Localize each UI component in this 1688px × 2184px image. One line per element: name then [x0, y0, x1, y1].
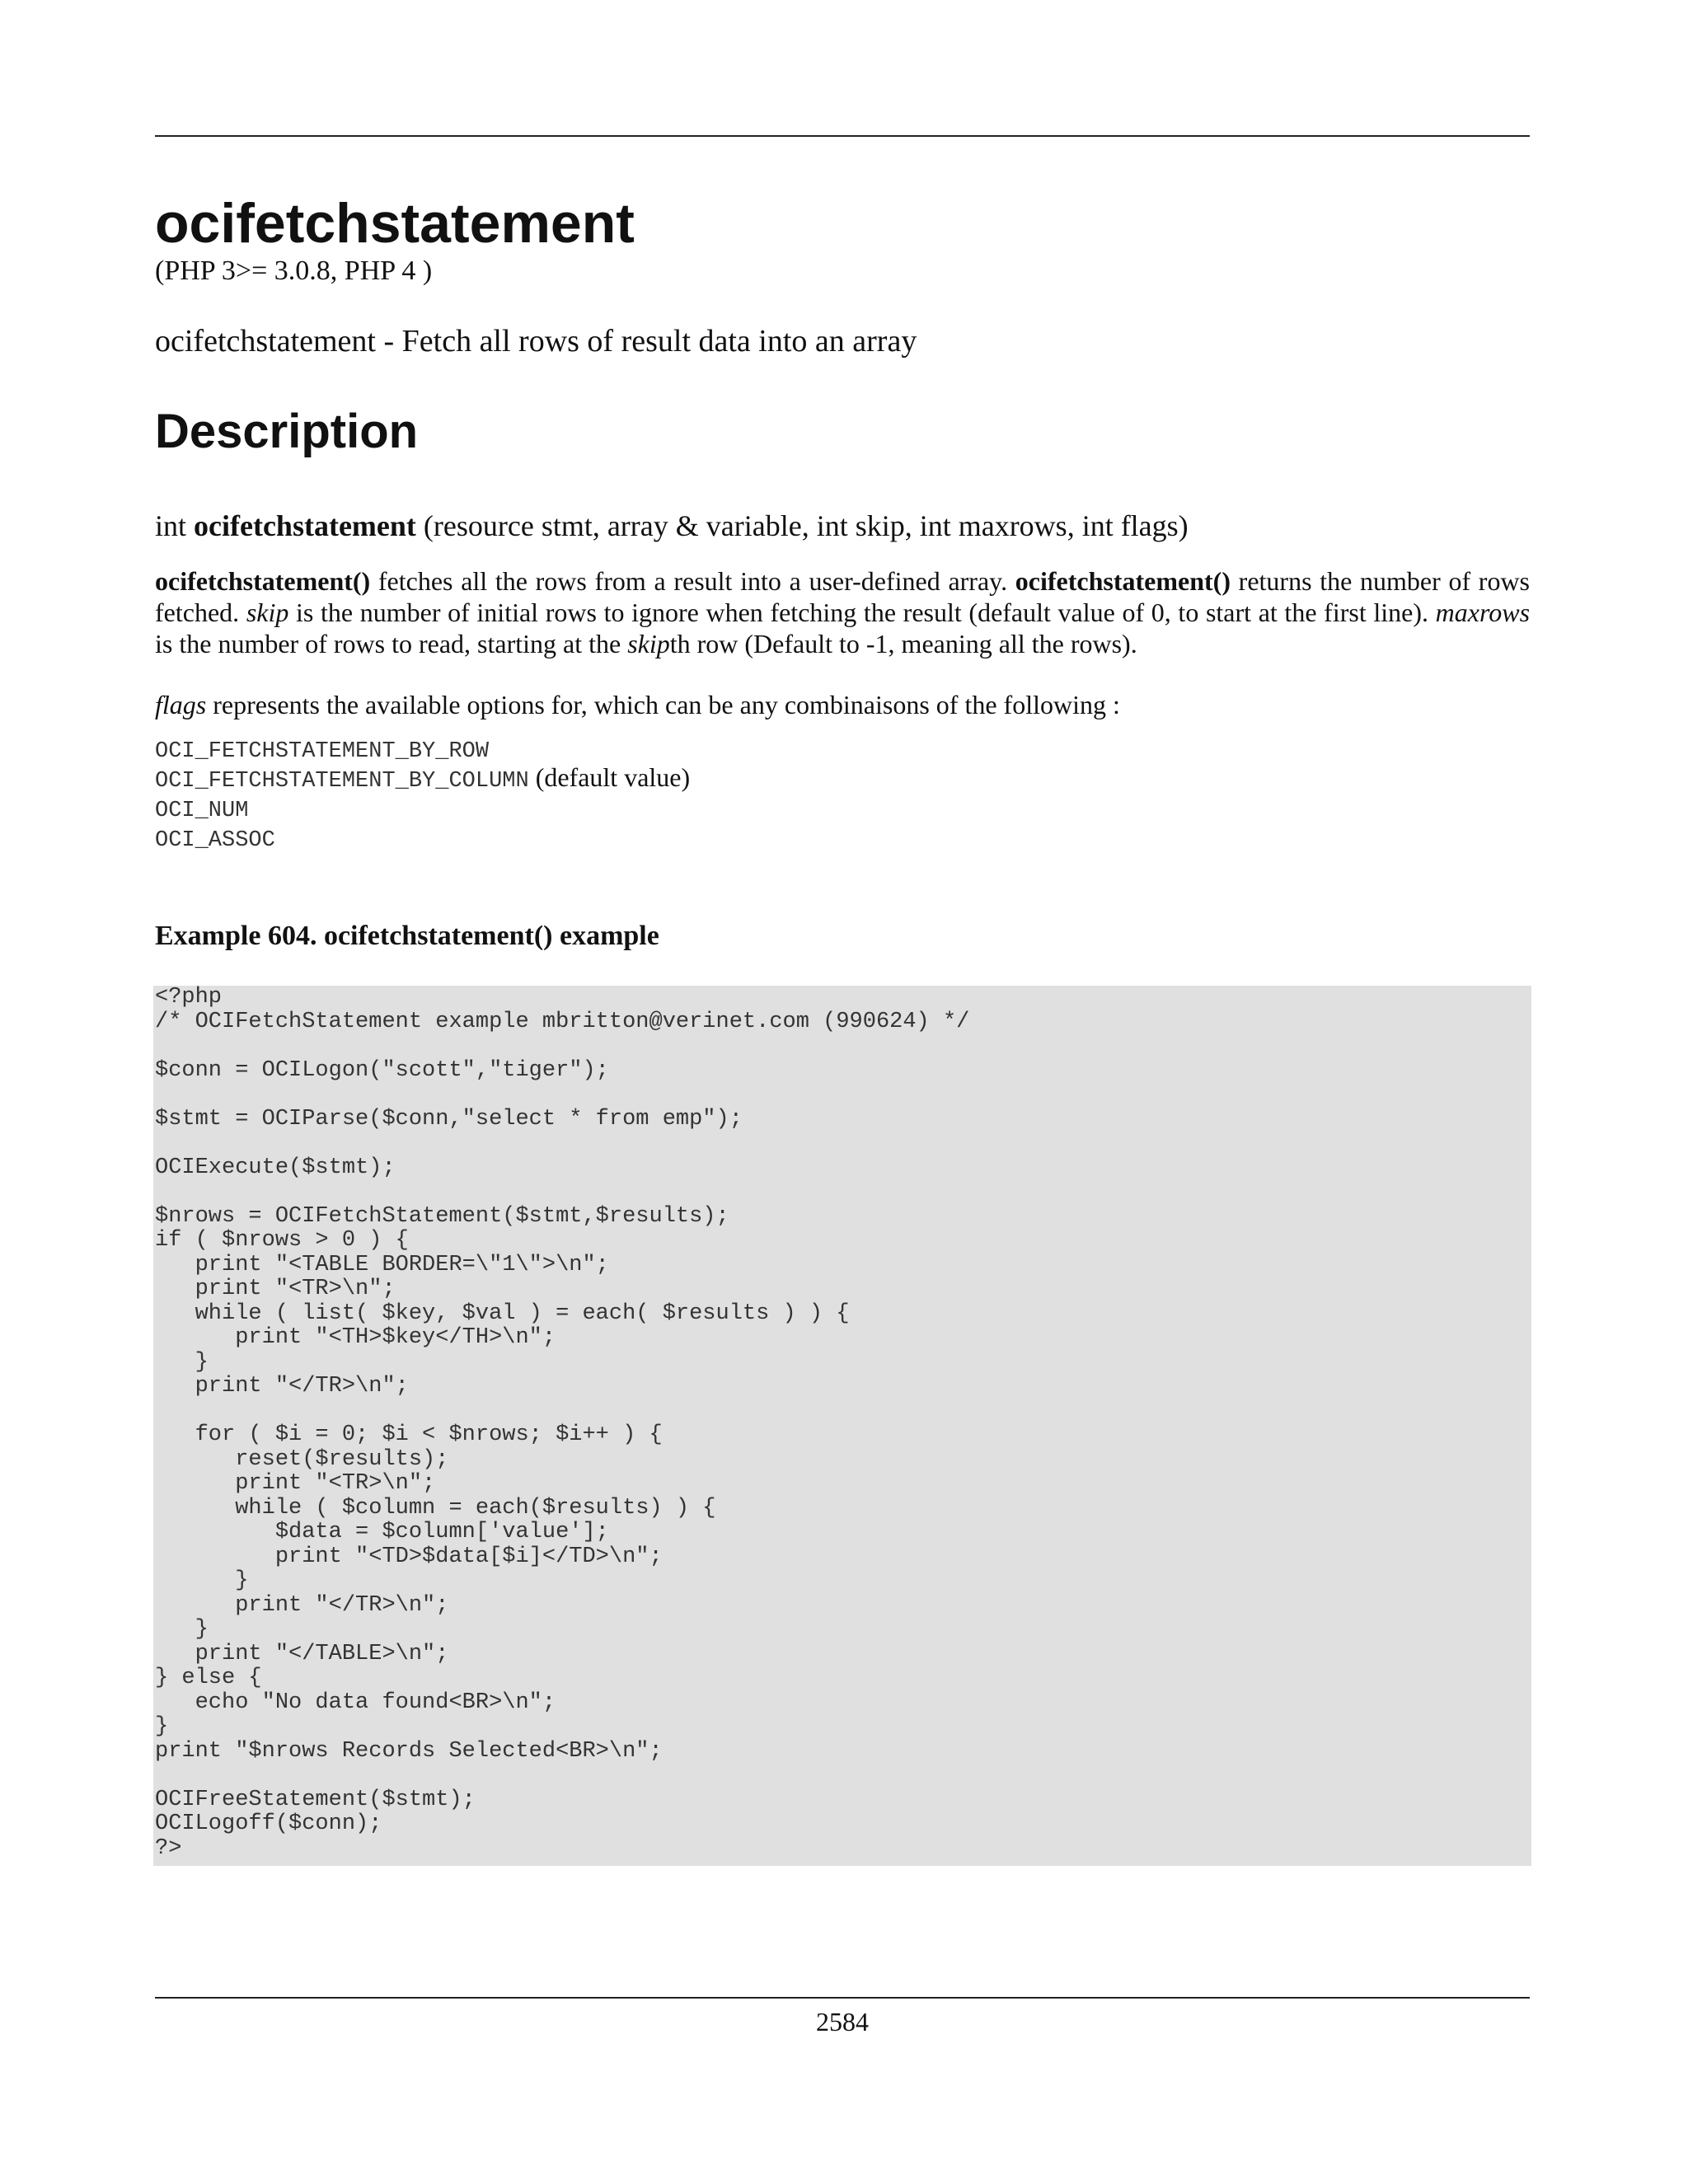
description-text: is the number of initial rows to ignore when fetching the result (default value of 0, to start at the first line). — [288, 598, 1436, 627]
flag-constants-list — [155, 733, 690, 851]
top-divider — [155, 135, 1530, 137]
function-synopsis — [155, 505, 1189, 546]
example-title: Example 604. ocifetchstatement() example — [155, 921, 659, 951]
code-example-block — [153, 986, 1531, 1866]
constant-name: OCI_ASSOC — [155, 828, 275, 853]
param-skip: skip — [627, 629, 670, 658]
list-item — [155, 733, 690, 762]
param-flags: flags — [155, 690, 207, 719]
version-info: (PHP 3>= 3.0.8, PHP 4 ) — [155, 255, 433, 286]
list-item — [155, 822, 690, 851]
description-text: th row (Default to -1, meaning all the rows). — [669, 629, 1137, 658]
function-name: ocifetchstatement — [194, 509, 416, 542]
description-paragraph — [155, 565, 1530, 659]
param-skip: skip — [246, 598, 289, 627]
flags-text: represents the available options for, which can be any combinaisons of the following : — [206, 690, 1120, 719]
page-title: ocifetchstatement — [155, 192, 635, 255]
constant-name: OCI_NUM — [155, 799, 249, 823]
page-number: 2584 — [816, 2007, 869, 2036]
flags-description — [155, 687, 1120, 722]
constant-note: (default value) — [528, 762, 691, 792]
description-heading: Description — [155, 405, 419, 458]
list-item — [155, 792, 690, 822]
list-item — [155, 762, 690, 792]
constant-name: OCI_FETCHSTATEMENT_BY_COLUMN — [155, 769, 529, 794]
function-purpose: ocifetchstatement - Fetch all rows of result data into an array — [155, 324, 917, 359]
function-ref: ocifetchstatement() — [1015, 566, 1231, 596]
description-text: fetches all the rows from a result into a user-defined array. — [370, 566, 1015, 596]
param-maxrows: maxrows — [1435, 598, 1531, 627]
manual-page — [155, 0, 1530, 2184]
parameter-list: (resource stmt, array & variable, int skip, int maxrows, int flags) — [423, 509, 1189, 542]
code-listing[interactable]: <?php /* OCIFetchStatement example mbritton@verinet.com (990624) */ $conn = OCILogon("scott","tiger"); $stmt = OCIParse($conn,"select * from emp"); OCIExecute($stmt); $nrows = OCIFetchStatement($stmt,$results); if ( $nrows > 0 ) { print "<TABLE BORDER=\"1\">\n"; print "<TR>\n"; while ( list( $key, $val ) = each( $results ) ) { print "<TH>$key</TH>\n"; } print "</TR>\n"; for ( $i = 0; $i < $nrows; $i++ ) { reset($results); print "<TR>\n"; while ( $column = each($results) ) { $data = $column['value']; print "<TD>$data[$i]</TD>\n"; } print "</TR>\n"; } print "</TABLE>\n"; } else { echo "No data found<BR>\n"; } print "$nrows Records Selected<BR>\n"; OCIFreeStatement($stmt); OCILogoff($conn); ?> — [155, 985, 970, 1861]
return-type: int — [155, 509, 187, 542]
function-ref: ocifetchstatement() — [155, 566, 371, 596]
description-text: returns the number of rows fetched. — [155, 566, 1531, 627]
bottom-divider — [155, 1997, 1530, 1999]
description-text: is the number of rows to read, starting at the — [155, 629, 628, 658]
constant-name: OCI_FETCHSTATEMENT_BY_ROW — [155, 739, 490, 764]
